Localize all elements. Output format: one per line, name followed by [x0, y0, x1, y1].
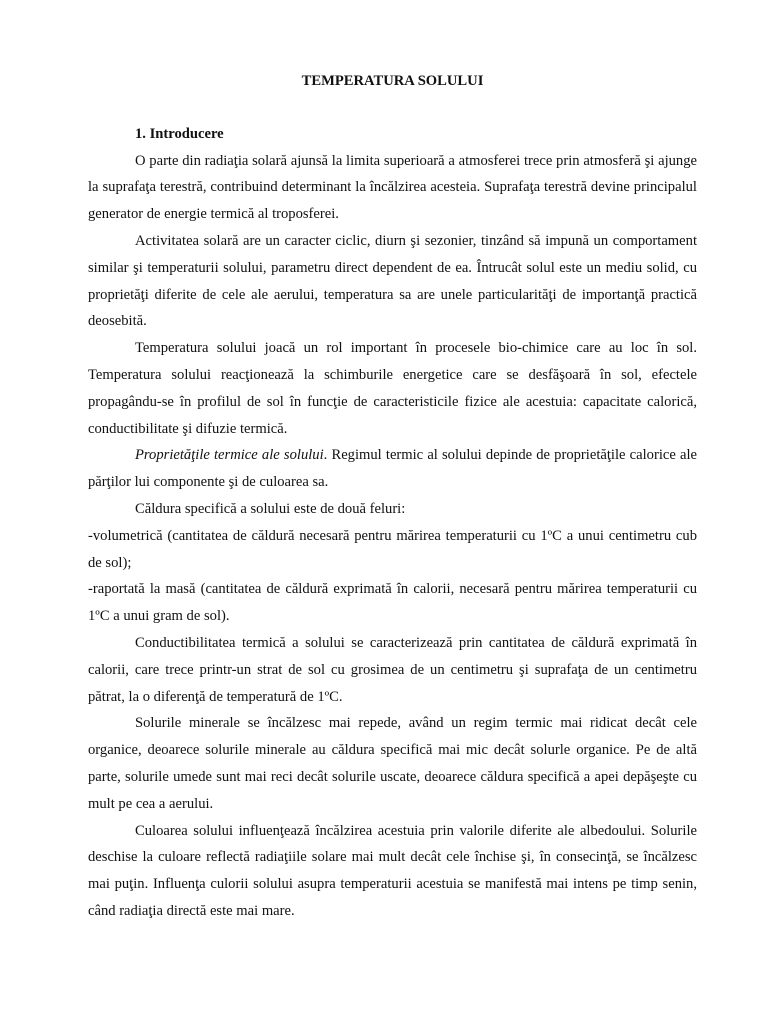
paragraph-italic-lead: Proprietăţile termice ale solului — [135, 447, 324, 464]
paragraph-soil-temperature-role: Temperatura solului joacă un rol important în procesele bio-chimice care au loc în sol. Temperatura solului reacţionează la schimburile energetice care se desfăşoară în sol, efectele propagându-se în profilul de sol în funcţie de caracteristicile fizice ale acestuia: capacitate calorică, conductibilitate şi difuzie termică. — [88, 340, 697, 437]
paragraph-soil-color: Culoarea solului influenţează încălzirea acestuia prin valorile diferite ale albedoului. Solurile deschise la culoare reflectă radiaţiile solare mai mult decât cele închise şi, în consecinţă, se încălzesc mai puţin. Influenţa culorii solului asupra temperaturii acestuia se manifestă mai intens pe timp senin, când radiaţia directă este mai mare. — [88, 822, 697, 919]
document-title: TEMPERATURA SOLULUI — [301, 73, 484, 89]
paragraph-solar-activity: Activitatea solară are un caracter ciclic, diurn şi sezonier, tinzând să impună un comportament similar şi temperaturii solului, parametru direct dependent de ea. Întrucât solul este un mediu solid, cu proprietăţi diferite de cele ale aerului, temperatura sa are unele particularităţi de importanţă practică deosebită. — [88, 232, 697, 330]
section-heading: 1. Introducere — [135, 125, 224, 142]
paragraph-thermal-properties — [88, 442, 697, 496]
list-item-mass: -raportată la masă (cantitatea de căldură exprimată în calorii, necesară pentru mărirea temperaturii cu 1ºC a unui gram de sol). — [88, 581, 697, 625]
paragraph-mineral-soils: Solurile minerale se încălzesc mai repede, având un regim termic mai ridicat decât cele organice, deoarece solurile minerale au căldura specifică mai mic decât solurle organice. Pe de altă parte, solurile umede sunt mai reci decât solurile uscate, deoarece căldura specifică a apei depăşeşte cu mult pe cea a aerului. — [88, 715, 697, 812]
paragraph-specific-heat: Căldura specifică a solului este de două feluri: — [135, 500, 406, 517]
paragraph-intro-radiation: O parte din radiaţia solară ajunsă la limita superioară a atmosferei trece prin atmosferă şi ajunge la suprafaţa terestră, contribuind determinant la încălzirea acesteia. Suprafaţa terestră devine principalul generator de energie termică al troposferei. — [88, 152, 697, 223]
paragraph-thermal-conductivity: Conductibilitatea termică a solului se caracterizează prin cantitatea de căldură exprimată în calorii, care trece printr-un strat de sol cu grosimea de un centimetru şi suprafaţa de un centimetru pătrat, la o diferenţă de temperatură de 1ºC. — [88, 634, 697, 705]
list-item-volumetric: -volumetrică (cantitatea de căldură necesară pentru mărirea temperaturii cu 1ºC a unui centimetru cub de sol); — [88, 527, 697, 571]
document-body — [88, 68, 697, 925]
paragraph-thermal-properties-text: . Regimul termic al solului depinde de proprietăţile calorice ale părţilor lui componente şi de culoarea sa. — [88, 447, 698, 491]
